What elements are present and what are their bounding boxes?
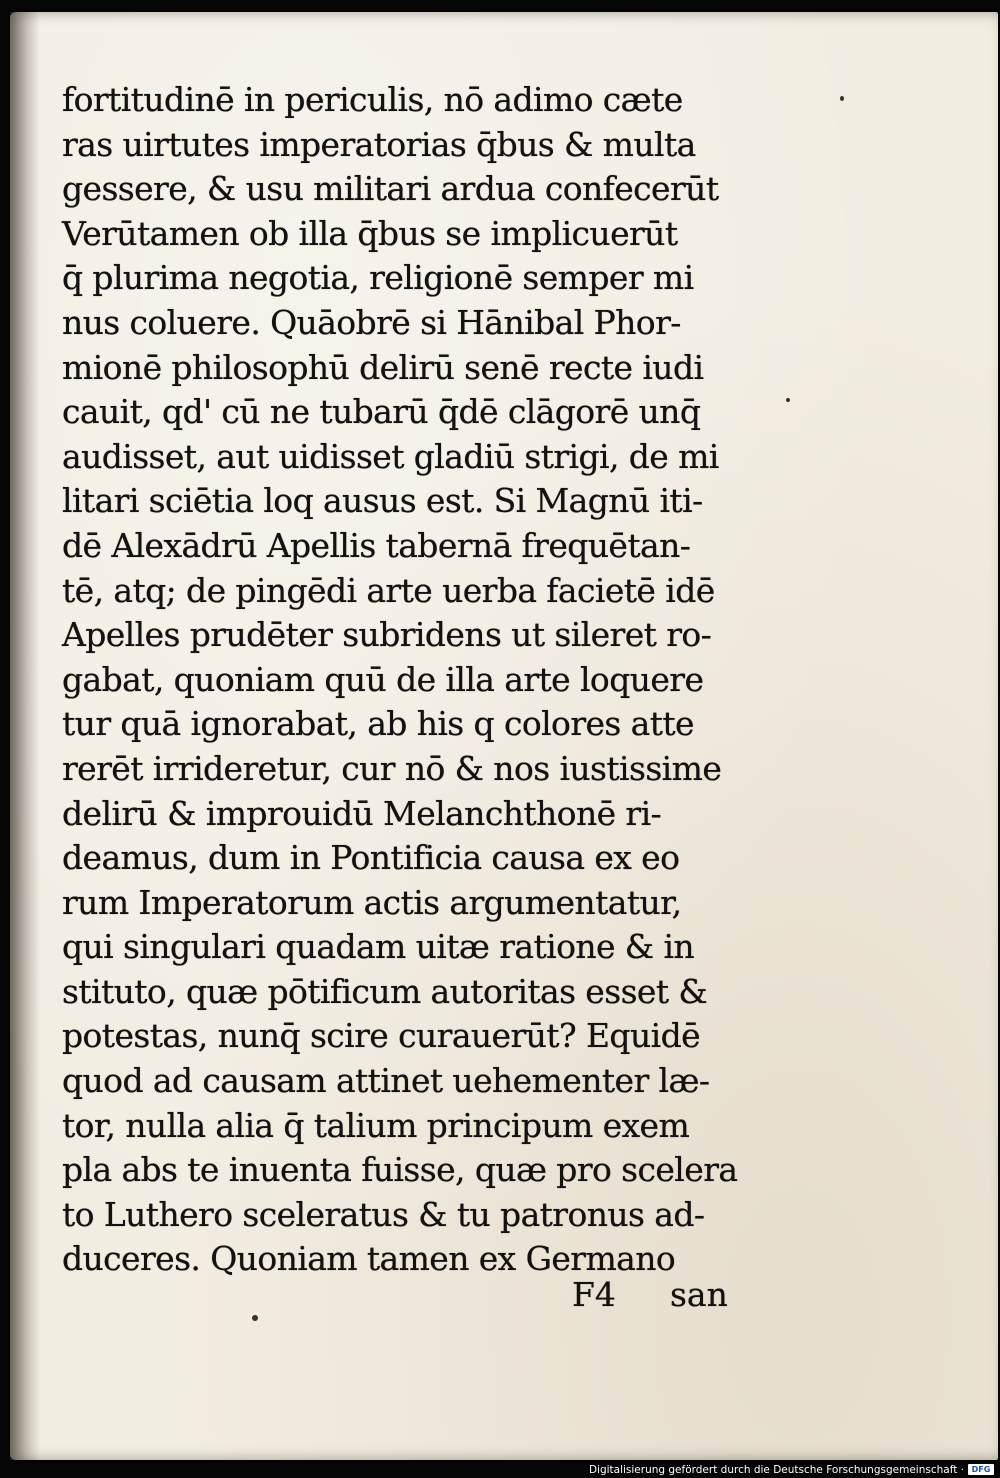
text-line: delirū & improuidū Melanchthonē ri-: [62, 793, 662, 833]
text-line: duceres. Quoniam tamen ex Germano: [62, 1239, 676, 1279]
text-line: rum Imperatorum actis argumentatur,: [62, 882, 682, 922]
page-text-block: [62, 78, 762, 1282]
text-line: qui singulari quadam uitæ ratione & in: [62, 927, 695, 967]
book-page: [10, 12, 998, 1460]
ink-speck: [840, 96, 844, 101]
text-line: potestas, nunq̄ scire curauerūt? Equidē: [62, 1016, 701, 1056]
text-line: rerēt irrideretur, cur nō & nos iustissime: [62, 748, 722, 788]
text-line: q̄ plurima negotia, religionē semper mi: [62, 258, 694, 298]
text-line: cauit, qd' cū ne tubarū q̄dē clāgorē unq̄: [62, 392, 701, 432]
text-line: pla abs te inuenta fuisse, quæ pro scelera: [62, 1150, 738, 1190]
text-line: Verūtamen ob illa q̄bus se implicuerūt: [62, 213, 678, 253]
signature-mark: F4: [572, 1275, 616, 1314]
text-line: quod ad causam attinet uehementer læ-: [62, 1061, 710, 1101]
funding-credit: Digitalisierung gefördert durch die Deutsche Forschungsgemeinschaft ·: [588, 1464, 964, 1476]
text-line: dē Alexādrū Apellis tabernā frequētan-: [62, 525, 691, 565]
text-line: litari sciētia loq ausus est. Si Magnū iti-: [62, 481, 703, 521]
text-line: fortitudinē in periculis, nō adimo cæte: [62, 80, 683, 119]
text-line: tē, atq; de pingēdi arte uerba facietē idē: [62, 570, 715, 610]
text-line: Apelles prudēter subridens ut sileret ro-: [62, 615, 712, 655]
text-line: mionē philosophū delirū senē recte iudi: [62, 347, 704, 387]
text-line: tur quā ignorabat, ab his q colores atte: [62, 704, 694, 744]
dfg-logo: DFG: [968, 1464, 994, 1475]
text-line: tor, nulla alia q̄ talium principum exem: [62, 1105, 690, 1145]
catchword: san: [670, 1275, 728, 1314]
ink-speck: [252, 1315, 258, 1321]
text-line: nus coluere. Quāobrē si Hānibal Phor-: [62, 302, 681, 342]
text-line: gabat, quoniam quū de illa arte loquere: [62, 659, 704, 699]
text-line: audisset, aut uidisset gladiū strigi, de mi: [62, 436, 719, 476]
text-line: ras uirtutes imperatorias q̄bus & multa: [62, 124, 696, 164]
text-line: deamus, dum in Pontificia causa ex eo: [62, 838, 680, 878]
footer-bar: [0, 1462, 1000, 1478]
text-line: gessere, & usu militari ardua confecerūt: [62, 169, 719, 209]
ink-speck: [786, 398, 790, 402]
page-gutter-shadow: [10, 12, 40, 1460]
text-line: to Luthero sceleratus & tu patronus ad-: [62, 1194, 705, 1234]
text-line: stituto, quæ pōtificum autoritas esset &: [62, 971, 708, 1011]
